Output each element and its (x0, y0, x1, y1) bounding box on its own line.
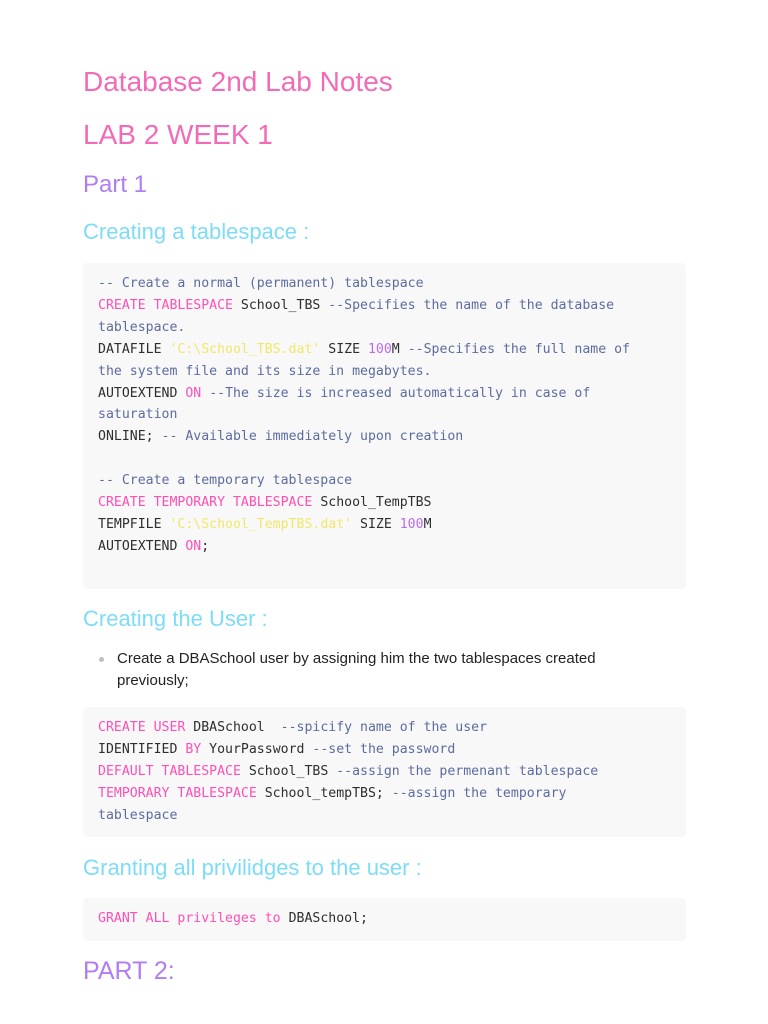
code-token: ON (185, 538, 202, 554)
code-line (98, 470, 671, 492)
code-token: --assign the temporary (391, 785, 567, 801)
code-token: CREATE TEMPORARY TABLESPACE (98, 495, 313, 511)
document-title: Database 2nd Lab Notes (83, 66, 393, 97)
code-line (98, 404, 671, 426)
code-token: -- Create a temporary tablespace (98, 473, 353, 489)
code-token: SIZE (352, 516, 400, 532)
part-1-heading: Part 1 (83, 171, 148, 198)
code-token: School_TBS (240, 763, 337, 779)
grant-code-block (83, 898, 686, 941)
code-token: --assign the permenant tablespace (336, 763, 599, 779)
code-line (98, 448, 671, 470)
code-line (98, 908, 671, 930)
code-token: SIZE (320, 341, 368, 357)
tablespace-code-block (83, 263, 686, 589)
code-token: DEFAULT TABLESPACE (98, 763, 241, 779)
code-token: AUTOEXTEND (98, 385, 186, 401)
code-token: BY (185, 741, 202, 757)
code-line (98, 426, 671, 448)
code-token: -- Create a normal (permanent) tablespace (98, 276, 424, 291)
user-instruction-item: Create a DBASchool user by assigning him the two tablespaces created previously; (117, 650, 596, 689)
code-line (98, 514, 671, 536)
code-token: -- Available immediately upon creation (161, 429, 464, 445)
code-token: GRANT ALL privileges to (98, 911, 281, 926)
lab-week-heading: LAB 2 WEEK 1 (83, 119, 273, 150)
code-token: --The size is increased automatically in case of (209, 385, 591, 401)
code-line (98, 339, 671, 361)
code-line (98, 783, 671, 805)
code-token: M (391, 341, 408, 357)
code-token: 100 (399, 516, 424, 532)
code-token: ONLINE; (98, 429, 162, 445)
code-line (98, 295, 671, 317)
code-token: tablespace. (98, 319, 186, 335)
code-token: School_tempTBS; (256, 785, 392, 801)
code-line (98, 717, 671, 739)
code-line (98, 536, 671, 558)
code-token: 100 (367, 341, 392, 357)
code-token: saturation (98, 407, 178, 423)
user-section-heading: Creating the User : (83, 606, 268, 631)
code-token: DATAFILE (98, 341, 170, 357)
code-token: CREATE USER (98, 720, 186, 735)
code-line (98, 361, 671, 383)
code-line (98, 383, 671, 405)
code-token: CREATE TABLESPACE (98, 297, 233, 313)
code-token: YourPassword (201, 741, 313, 757)
code-token: DBASchool; (280, 911, 368, 926)
user-code-block (83, 707, 686, 837)
code-token: M (423, 516, 432, 532)
code-line (98, 761, 671, 783)
code-token: 'C:\School_TBS.dat' (169, 341, 321, 357)
code-token: DBASchool (185, 720, 281, 735)
code-token: 'C:\School_TempTBS.dat' (169, 516, 353, 532)
code-line (98, 273, 671, 295)
code-token: --set the password (312, 741, 456, 757)
code-token: --spicify name of the user (280, 720, 488, 735)
code-line (98, 805, 671, 827)
code-token: School_TBS (232, 297, 329, 313)
code-token: --Specifies the full name of (407, 341, 630, 357)
code-token (201, 386, 209, 401)
code-token: --Specifies the name of the database (328, 297, 615, 313)
bullet-dot (99, 657, 104, 662)
code-token: TEMPFILE (98, 516, 170, 532)
grant-section-heading: Granting all privilidges to the user : (83, 855, 422, 880)
code-token: TEMPORARY TABLESPACE (98, 785, 257, 801)
code-token: the system file and its size in megabytes. (98, 363, 432, 379)
code-line (98, 739, 671, 761)
code-token: ; (201, 538, 210, 554)
code-token: tablespace (98, 807, 178, 823)
part-2-heading: PART 2: (83, 957, 175, 985)
code-token: IDENTIFIED (98, 741, 186, 757)
code-token: School_TempTBS (312, 495, 432, 511)
code-line (98, 492, 671, 514)
code-line (98, 317, 671, 339)
code-token: AUTOEXTEND (98, 538, 186, 554)
code-token: ON (185, 385, 202, 401)
user-instructions-list (99, 648, 659, 692)
tablespace-section-heading: Creating a tablespace : (83, 219, 310, 244)
